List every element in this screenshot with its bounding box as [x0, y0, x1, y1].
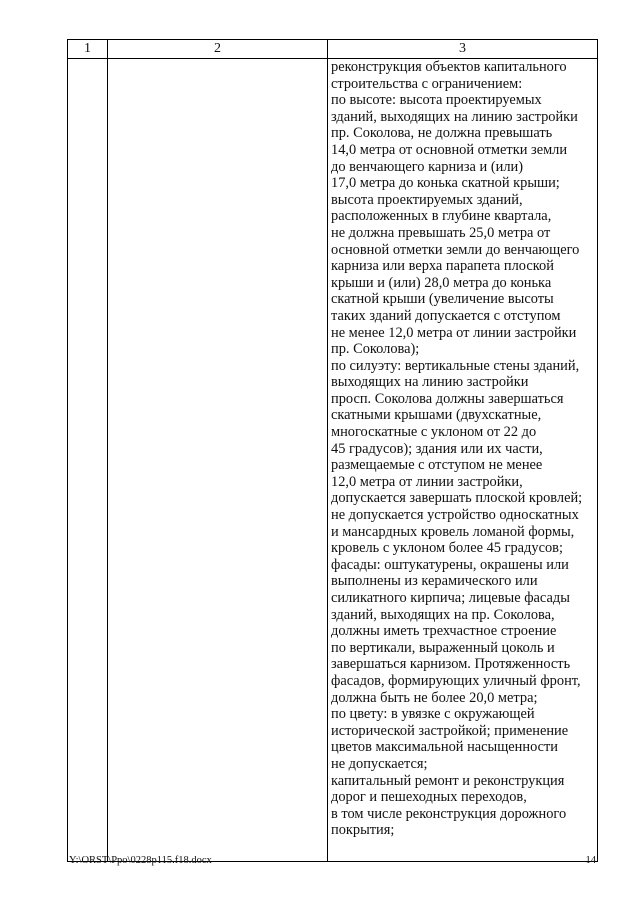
- text-line: кровель с уклоном более 45 градусов;: [331, 540, 563, 557]
- text-line: пр. Соколова, не должна превышать: [331, 125, 553, 142]
- body-cell-2: [108, 59, 328, 862]
- body-row: [68, 59, 598, 862]
- text-line: строительства с ограничением:: [331, 75, 523, 92]
- text-line: карниза или верха парапета плоской: [331, 258, 554, 275]
- text-line: зданий, выходящих на пр. Соколова,: [331, 606, 555, 623]
- header-cell-3: 3: [328, 40, 598, 59]
- text-line: многоскатные с уклоном от 22 до: [331, 424, 537, 441]
- text-line: таких зданий допускается с отступом: [331, 307, 561, 324]
- column-3-text: [328, 59, 597, 839]
- text-line: дорог и пешеходных переходов,: [331, 789, 527, 806]
- text-line: допускается завершать плоской кровлей;: [331, 490, 583, 507]
- text-line: не допускается устройство односкатных: [331, 507, 579, 524]
- header-cell-2: 2: [108, 40, 328, 59]
- text-line: скатной крыши (увеличение высоты: [331, 291, 554, 308]
- text-line: капитальный ремонт и реконструкция: [331, 772, 565, 789]
- text-line: скатными крышами (двухскатные,: [331, 407, 542, 424]
- text-line: зданий, выходящих на линию застройки: [331, 108, 578, 125]
- text-line: и мансардных кровель ломаной формы,: [331, 523, 575, 540]
- text-line: цветов максимальной насыщенности: [331, 739, 559, 756]
- text-line: завершаться карнизом. Протяженность: [331, 656, 571, 673]
- text-line: по цвету: в увязке с окружающей: [331, 706, 535, 723]
- text-line: должна быть не более 20,0 метра;: [331, 689, 538, 706]
- text-line: по силуэту: вертикальные стены зданий,: [331, 357, 580, 374]
- text-line: 45 градусов); здания или их части,: [331, 440, 543, 457]
- document-table: [67, 39, 598, 862]
- text-line: выходящих на линию застройки: [331, 374, 529, 391]
- text-line: реконструкция объектов капитального: [331, 59, 567, 75]
- text-line: высота проектируемых зданий,: [331, 191, 523, 208]
- footer-file-path: Y:\ORST\Ppo\0228p115.f18.docx: [69, 855, 212, 866]
- text-line: по вертикали, выраженный цоколь и: [331, 639, 555, 656]
- text-line: 12,0 метра от линии застройки,: [331, 473, 523, 490]
- text-line: в том числе реконструкция дорожного: [331, 805, 567, 822]
- text-line: не менее 12,0 метра от линии застройки: [331, 324, 577, 341]
- text-line: фасады: оштукатурены, окрашены или: [331, 556, 569, 573]
- text-line: силикатного кирпича; лицевые фасады: [331, 590, 570, 606]
- text-line: размещаемые с отступом не менее: [331, 457, 543, 474]
- text-line: покрытия;: [331, 822, 395, 839]
- text-line: выполнены из керамического или: [331, 573, 538, 590]
- text-line: до венчающего карниза и (или): [331, 158, 523, 175]
- body-cell-1: [68, 59, 108, 862]
- text-line: фасадов, формирующих уличный фронт,: [331, 672, 581, 689]
- text-line: 17,0 метра до конька скатной крыши;: [331, 175, 560, 192]
- text-line: пр. Соколова);: [331, 341, 420, 358]
- text-line: расположенных в глубине квартала,: [331, 208, 552, 225]
- text-line: не допускается;: [331, 755, 428, 772]
- text-line: просп. Соколова должны завершаться: [331, 390, 564, 407]
- text-line: не должна превышать 25,0 метра от: [331, 224, 551, 241]
- text-line: 14,0 метра от основной отметки земли: [331, 141, 568, 158]
- text-line: крыши и (или) 28,0 метра до конька: [331, 274, 552, 291]
- footer-page-number: 14: [585, 855, 596, 866]
- header-cell-1: 1: [68, 40, 108, 59]
- body-cell-3: [328, 59, 598, 862]
- text-line: по высоте: высота проектируемых: [331, 92, 542, 109]
- text-line: должны иметь трехчастное строение: [331, 623, 557, 640]
- text-line: исторической застройкой; применение: [331, 722, 569, 739]
- text-line: основной отметки земли до венчающего: [331, 241, 580, 258]
- header-row: [68, 40, 598, 59]
